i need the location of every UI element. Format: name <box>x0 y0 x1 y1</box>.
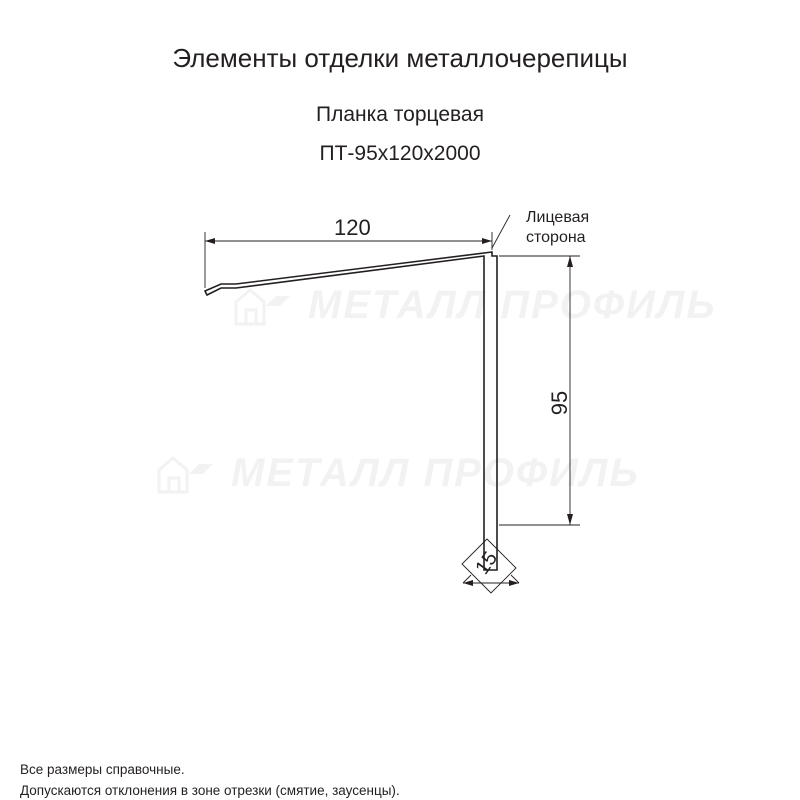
watermark-text: МЕТАЛЛ ПРОФИЛЬ <box>231 450 640 495</box>
dimension-width-label: 120 <box>334 215 371 240</box>
face-side-label-line2: сторона <box>526 229 586 246</box>
product-name: Планка торцевая <box>316 103 484 126</box>
face-side-label-line1: Лицевая <box>526 209 590 226</box>
profile-outline <box>205 252 497 570</box>
dim-arrow-top <box>567 256 573 267</box>
footnote-line-1: Все размеры справочные. <box>20 762 185 777</box>
dim-arrow-bottom <box>567 514 573 525</box>
footnote-line-2: Допускаются отклонения в зоне отрезки (смятие, заусенцы). <box>20 783 400 798</box>
dim-arrow-left <box>205 238 215 244</box>
dimension-lip-label: 15 <box>471 547 503 579</box>
product-code: ПТ-95x120x2000 <box>319 142 481 165</box>
leader-line-face <box>492 215 510 248</box>
watermark-text: МЕТАЛЛ ПРОФИЛЬ <box>308 282 717 327</box>
face-side-label <box>526 208 589 248</box>
page-title: Элементы отделки металлочерепицы <box>172 43 628 74</box>
dim-arrow-right <box>482 238 492 244</box>
dimension-height-label: 95 <box>547 390 573 416</box>
